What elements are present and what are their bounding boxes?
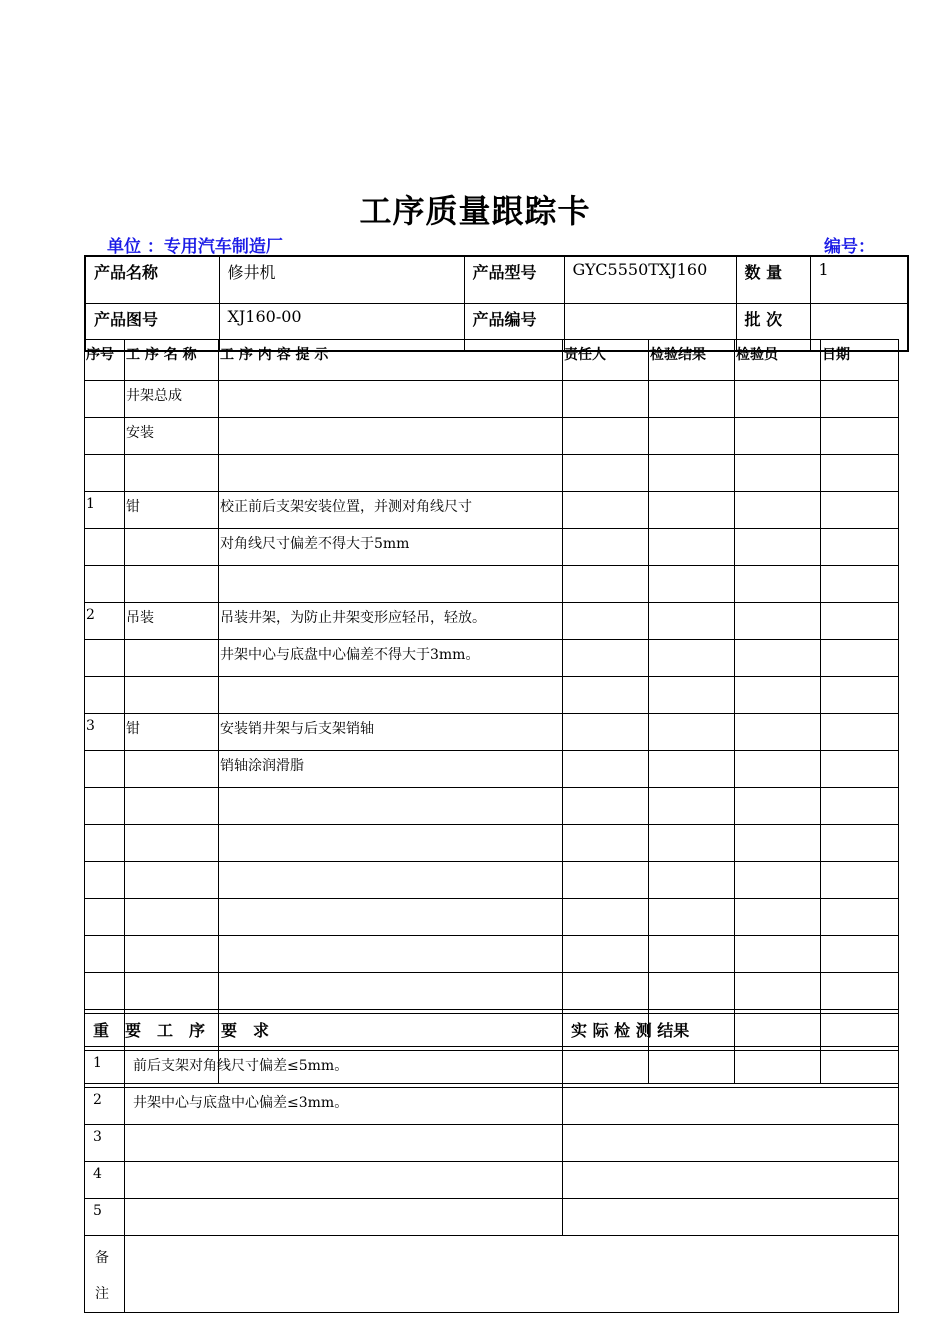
col-seq-cell: 3 [85,714,125,751]
col-content-header: 工 序 内 容 提 示 [219,340,563,381]
col-content-cell: 销轴涂润滑脂 [219,751,563,788]
col-date-cell[interactable] [821,825,899,862]
col-responsible-cell[interactable] [563,899,649,936]
col-result-cell[interactable] [649,566,735,603]
requirements-table [84,1013,899,1313]
col-result-cell[interactable] [649,418,735,455]
remark-row [85,1236,899,1313]
table-row [85,788,899,825]
col-process-name-cell: 钳 [125,492,219,529]
col-process-name-cell [125,529,219,566]
drawing-no-value[interactable]: XJ160-00 [219,304,464,352]
batch-label: 批 次 [736,304,810,352]
process-header-row [85,340,899,381]
col-process-name-cell [125,455,219,492]
col-date-cell[interactable] [821,640,899,677]
col-seq-header: 序号 [85,340,125,381]
col-process-name-cell [125,862,219,899]
product-name-label: 产品名称 [85,256,219,304]
col-date-cell[interactable] [821,899,899,936]
col-result-cell[interactable] [649,899,735,936]
table-row [85,455,899,492]
col-responsible-cell[interactable] [563,640,649,677]
col-content-cell [219,862,563,899]
col-process-name-cell [125,640,219,677]
col-content-cell [219,825,563,862]
col-date-cell[interactable] [821,455,899,492]
table-row [85,677,899,714]
requirement-row [85,1125,899,1162]
product-model-value[interactable]: GYC5550TXJ160 [564,256,736,304]
requirement-text: 前后支架对角线尺寸偏差≤5mm。 [125,1051,563,1088]
col-responsible-cell[interactable] [563,381,649,418]
important-process-label: 重 要 工 序 要 求 [85,1014,563,1051]
col-seq-cell [85,899,125,936]
col-seq-cell [85,640,125,677]
requirement-result[interactable] [563,1088,899,1125]
table-row [85,862,899,899]
col-seq-cell [85,973,125,1010]
col-process-name-cell [125,751,219,788]
col-process-name-cell [125,973,219,1010]
requirement-row [85,1199,899,1236]
col-responsible-cell[interactable] [563,677,649,714]
col-date-cell[interactable] [821,677,899,714]
col-responsible-cell[interactable] [563,418,649,455]
col-date-cell[interactable] [821,862,899,899]
product-model-label: 产品型号 [464,256,564,304]
col-process-name-header: 工 序 名 称 [125,340,219,381]
requirement-result[interactable] [563,1199,899,1236]
table-row [85,899,899,936]
col-inspector-cell[interactable] [735,862,821,899]
col-result-cell[interactable] [649,714,735,751]
col-result-cell[interactable] [649,677,735,714]
col-date-cell[interactable] [821,566,899,603]
remark-value[interactable] [125,1236,899,1313]
remark-label-line-1: 备 [95,1250,109,1266]
col-result-cell[interactable] [649,825,735,862]
col-result-header: 检验结果 [649,340,735,381]
table-row [85,936,899,973]
col-content-cell [219,381,563,418]
col-seq-cell [85,751,125,788]
col-responsible-cell[interactable] [563,566,649,603]
col-responsible-cell[interactable] [563,492,649,529]
col-date-cell[interactable] [821,936,899,973]
col-responsible-header: 责任人 [563,340,649,381]
col-content-cell: 井架中心与底盘中心偏差不得大于3mm。 [219,640,563,677]
col-inspector-cell[interactable] [735,788,821,825]
table-row [85,381,899,418]
col-process-name-cell: 吊装 [125,603,219,640]
table-row [85,566,899,603]
table-row [85,603,899,640]
col-seq-cell [85,677,125,714]
col-seq-cell [85,381,125,418]
requirement-row [85,1051,899,1088]
col-result-cell[interactable] [649,603,735,640]
serial-label: 编号： [824,237,875,257]
requirement-text: 井架中心与底盘中心偏差≤3mm。 [125,1088,563,1125]
col-responsible-cell[interactable] [563,973,649,1010]
col-inspector-cell[interactable] [735,566,821,603]
col-date-cell[interactable] [821,973,899,1010]
col-responsible-cell[interactable] [563,788,649,825]
col-process-name-cell [125,788,219,825]
col-process-name-cell [125,899,219,936]
header-row [85,256,908,304]
col-content-cell [219,936,563,973]
table-row [85,492,899,529]
col-date-cell[interactable] [821,381,899,418]
remark-label [85,1236,125,1313]
requirement-text [125,1162,563,1199]
col-responsible-cell[interactable] [563,455,649,492]
requirement-result[interactable] [563,1162,899,1199]
col-seq-cell [85,788,125,825]
requirement-number: 1 [85,1051,125,1088]
col-result-cell[interactable] [649,788,735,825]
col-inspector-cell[interactable] [735,603,821,640]
col-process-name-cell [125,566,219,603]
col-inspector-cell[interactable] [735,492,821,529]
col-result-cell[interactable] [649,640,735,677]
table-row [85,418,899,455]
requirement-row [85,1088,899,1125]
col-seq-cell [85,936,125,973]
col-responsible-cell[interactable] [563,714,649,751]
requirement-result[interactable] [563,1125,899,1162]
col-seq-cell [85,529,125,566]
col-inspector-cell[interactable] [735,714,821,751]
requirements-header-row [85,1014,899,1051]
col-seq-cell [85,455,125,492]
col-inspector-header: 检验员 [735,340,821,381]
col-seq-cell: 2 [85,603,125,640]
col-content-cell: 吊装井架，为防止井架变形应轻吊，轻放。 [219,603,563,640]
col-date-cell[interactable] [821,714,899,751]
col-content-cell: 校正前后支架安装位置，并测对角线尺寸 [219,492,563,529]
quantity-value[interactable]: 1 [810,256,908,304]
actual-result-label: 实 际 检 测 结果 [563,1014,899,1051]
col-inspector-cell[interactable] [735,751,821,788]
col-inspector-cell[interactable] [735,899,821,936]
col-content-cell [219,899,563,936]
col-responsible-cell[interactable] [563,751,649,788]
col-responsible-cell[interactable] [563,862,649,899]
requirement-number: 2 [85,1088,125,1125]
col-content-cell [219,455,563,492]
col-date-header: 日期 [821,340,899,381]
requirement-text [125,1199,563,1236]
col-result-cell[interactable] [649,973,735,1010]
col-inspector-cell[interactable] [735,529,821,566]
col-inspector-cell[interactable] [735,973,821,1010]
product-header-table [84,255,909,352]
unit-label: 单位 ：专用汽车制造厂 [107,237,283,257]
col-process-name-cell: 安装 [125,418,219,455]
remark-label-line-2: 注 [95,1286,109,1302]
col-result-cell[interactable] [649,936,735,973]
drawing-no-label: 产品图号 [85,304,219,352]
table-row [85,751,899,788]
col-process-name-cell [125,825,219,862]
product-no-label: 产品编号 [464,304,564,352]
col-process-name-cell: 井架总成 [125,381,219,418]
col-date-cell[interactable] [821,492,899,529]
col-seq-cell [85,566,125,603]
col-inspector-cell[interactable] [735,936,821,973]
col-seq-cell [85,825,125,862]
requirement-number: 3 [85,1125,125,1162]
col-result-cell[interactable] [649,381,735,418]
col-responsible-cell[interactable] [563,603,649,640]
col-date-cell[interactable] [821,751,899,788]
col-date-cell[interactable] [821,529,899,566]
col-inspector-cell[interactable] [735,677,821,714]
page-title: 工序质量跟踪卡 [359,192,591,230]
process-table [84,339,899,1084]
requirement-row [85,1162,899,1199]
col-inspector-cell[interactable] [735,455,821,492]
col-content-cell [219,677,563,714]
col-inspector-cell[interactable] [735,418,821,455]
col-process-name-cell [125,936,219,973]
col-responsible-cell[interactable] [563,936,649,973]
col-date-cell[interactable] [821,788,899,825]
col-content-cell [219,788,563,825]
col-seq-cell [85,418,125,455]
requirement-number: 4 [85,1162,125,1199]
col-process-name-cell: 钳 [125,714,219,751]
col-date-cell[interactable] [821,418,899,455]
product-name-value[interactable]: 修井机 [219,256,464,304]
col-inspector-cell[interactable] [735,640,821,677]
requirement-number: 5 [85,1199,125,1236]
col-content-cell [219,973,563,1010]
table-row [85,973,899,1010]
col-content-cell [219,566,563,603]
col-content-cell: 安装销井架与后支架销轴 [219,714,563,751]
col-responsible-cell[interactable] [563,529,649,566]
table-row [85,529,899,566]
col-date-cell[interactable] [821,603,899,640]
col-seq-cell: 1 [85,492,125,529]
table-row [85,714,899,751]
requirement-result[interactable] [563,1051,899,1088]
col-result-cell[interactable] [649,455,735,492]
col-content-cell [219,418,563,455]
col-result-cell[interactable] [649,529,735,566]
col-content-cell: 对角线尺寸偏差不得大于5mm [219,529,563,566]
table-row [85,825,899,862]
col-process-name-cell [125,677,219,714]
col-result-cell[interactable] [649,751,735,788]
quantity-label: 数 量 [736,256,810,304]
table-row [85,640,899,677]
requirement-text [125,1125,563,1162]
col-inspector-cell[interactable] [735,825,821,862]
col-responsible-cell[interactable] [563,825,649,862]
col-seq-cell [85,862,125,899]
col-inspector-cell[interactable] [735,381,821,418]
col-result-cell[interactable] [649,492,735,529]
col-result-cell[interactable] [649,862,735,899]
